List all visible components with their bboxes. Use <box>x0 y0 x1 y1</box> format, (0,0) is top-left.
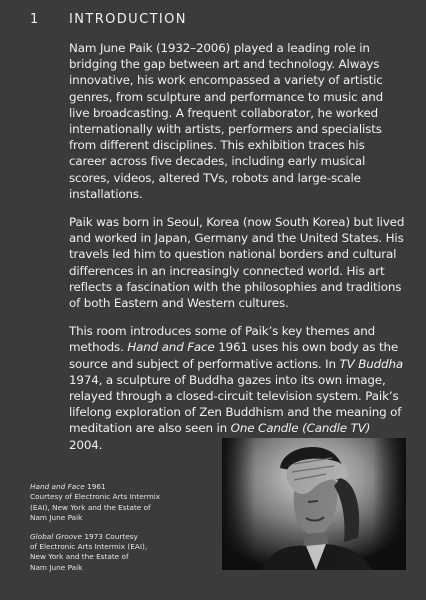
video-still-image <box>222 438 406 570</box>
paragraph-text: 1961 uses his own body as the source and subject of performative actions. In <box>69 340 399 371</box>
caption-2 <box>30 532 180 574</box>
artwork-title: One Candle (Candle TV) <box>230 421 371 436</box>
caption-2-title: Global Groove <box>30 531 82 541</box>
paragraph-text: 1974, a sculpture of Buddha gazes into its own image, relayed through a closed-circuit television system. Paik’s lifelong exploration of Zen Buddhism and the meaning of meditation are also seen in <box>69 372 402 436</box>
paragraph-1 <box>69 40 405 202</box>
paragraph-text: Nam June Paik (1932–2006) played a leading role in bridging the gap between art and technology. Always innovative, his work encompassed a variety of artistic genres, from sculpture and performance to music and live broadcasting. A frequent collaborator, he worked internationally with artists, performers and specialists from different disciplines. This exhibition traces his career across five decades, including early musical scores, videos, altered TVs, robots and large-scale installations. <box>69 41 384 201</box>
caption-1-title: Hand and Face <box>30 482 85 491</box>
photo-illustration <box>222 438 406 570</box>
paragraph-2 <box>69 214 405 311</box>
paragraph-3 <box>69 323 405 453</box>
artwork-title: Hand and Face <box>127 340 215 355</box>
artwork-title: TV Buddha <box>339 356 403 371</box>
caption-2-line-3: Nam June Paik <box>30 562 83 572</box>
paragraph-text: This room introduces some of Paik’s key themes and methods. <box>69 324 376 355</box>
section-number: 1 <box>30 12 39 27</box>
paragraph-text: Paik was born in Seoul, Korea (now South Korea) but lived and worked in Japan, Germany and the United States. His travels led him to question national borders and cultural differences in an increasingly connected world. His art reflects a fascination with the philosophies and traditions of both Eastern and Western cultures. <box>69 215 405 311</box>
body-text <box>69 40 405 465</box>
caption-2-year: 1973 Courtesy <box>82 531 138 541</box>
caption-1-line-3: Nam June Paik <box>30 513 83 523</box>
section-title: INTRODUCTION <box>69 12 187 27</box>
image-captions <box>30 482 180 581</box>
caption-2-line-2: New York and the Estate of <box>30 552 129 562</box>
caption-2-line-1: of Electronic Arts Intermix (EAI), <box>30 542 148 552</box>
caption-1-year: 1961 <box>84 482 106 491</box>
caption-1-line-2: (EAI), New York and the Estate of <box>30 502 151 512</box>
caption-1 <box>30 482 180 524</box>
paragraph-text: 2004. <box>69 437 103 452</box>
caption-1-line-1: Courtesy of Electronic Arts Intermix <box>30 492 161 502</box>
